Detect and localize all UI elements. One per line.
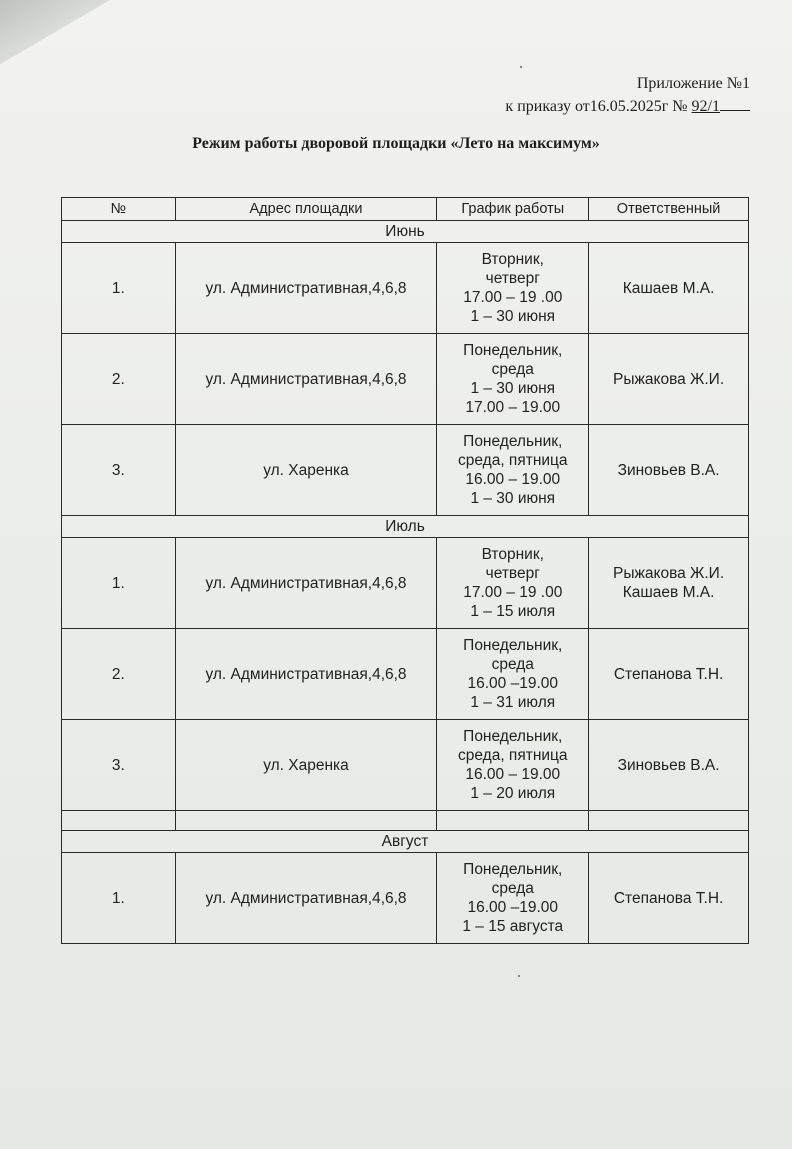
empty-cell	[175, 811, 437, 831]
schedule-line: среда, пятница	[458, 747, 568, 764]
table-row	[62, 334, 749, 425]
appendix-line: Приложение №1	[636, 75, 750, 92]
schedule-line: среда, пятница	[458, 452, 568, 469]
schedule-line: 1 – 31 июля	[470, 694, 556, 711]
responsible-name: Кашаев М.А.	[622, 584, 715, 601]
month-label: Июнь	[62, 221, 749, 243]
column-header-number: №	[62, 198, 176, 221]
row-schedule	[437, 720, 589, 811]
row-address: ул. Административная,4,6,8	[175, 334, 437, 425]
row-responsible	[589, 720, 749, 811]
row-responsible	[589, 629, 749, 720]
row-address: ул. Административная,4,6,8	[175, 538, 437, 629]
empty-row	[62, 811, 749, 831]
schedule-line: 17.00 – 19 .00	[463, 584, 563, 601]
row-schedule	[437, 629, 589, 720]
row-number: 3.	[62, 720, 176, 811]
print-speck	[520, 66, 522, 68]
schedule-line: среда	[491, 361, 534, 378]
appendix-header	[505, 72, 750, 118]
row-responsible	[589, 425, 749, 516]
schedule-line: Вторник,	[481, 251, 544, 268]
schedule-line: 16.00 –19.00	[467, 675, 559, 692]
row-number: 3.	[62, 425, 176, 516]
row-schedule	[437, 853, 589, 944]
schedule-table	[61, 197, 749, 944]
order-underline	[720, 96, 750, 111]
empty-cell	[589, 811, 749, 831]
column-header-schedule: График работы	[437, 198, 589, 221]
schedule-line: 17.00 – 19.00	[465, 399, 561, 416]
row-responsible	[589, 334, 749, 425]
row-address: ул. Административная,4,6,8	[175, 853, 437, 944]
responsible-name: Зиновьев В.А.	[617, 461, 720, 479]
schedule-line: 16.00 – 19.00	[465, 766, 561, 783]
schedule-line: Понедельник,	[463, 342, 563, 359]
table-row	[62, 538, 749, 629]
schedule-line: 1 – 30 июня	[470, 380, 556, 397]
empty-cell	[437, 811, 589, 831]
schedule-line: Понедельник,	[463, 861, 563, 878]
schedule-line: среда	[491, 656, 534, 673]
responsible-name: Рыжакова Ж.И.	[613, 565, 725, 582]
page-corner-shadow	[0, 0, 110, 70]
row-number: 2.	[62, 334, 176, 425]
schedule-line: четверг	[485, 565, 540, 582]
month-row-july	[62, 516, 749, 538]
row-responsible	[589, 538, 749, 629]
print-speck	[518, 975, 520, 977]
month-label: Август	[62, 831, 749, 853]
month-label: Июль	[62, 516, 749, 538]
schedule-line: 1 – 30 июня	[470, 308, 556, 325]
month-row-june	[62, 221, 749, 243]
table-row	[62, 853, 749, 944]
schedule-line: 16.00 –19.00	[467, 899, 559, 916]
schedule-line: 17.00 – 19 .00	[463, 289, 563, 306]
month-row-august	[62, 831, 749, 853]
row-schedule	[437, 538, 589, 629]
responsible-name: Зиновьев В.А.	[617, 756, 720, 774]
responsible-name: Степанова Т.Н.	[613, 889, 724, 907]
schedule-line: 1 – 15 августа	[462, 918, 564, 935]
schedule-line: 1 – 20 июля	[470, 785, 556, 802]
column-header-responsible: Ответственный	[589, 198, 749, 221]
responsible-name: Степанова Т.Н.	[613, 665, 724, 683]
responsible-name: Рыжакова Ж.И.	[613, 370, 725, 388]
row-responsible	[589, 853, 749, 944]
row-address: ул. Административная,4,6,8	[175, 629, 437, 720]
schedule-line: Понедельник,	[463, 728, 563, 745]
schedule-line: Понедельник,	[463, 433, 563, 450]
row-number: 2.	[62, 629, 176, 720]
page-title: Режим работы дворовой площадки «Лето на максимум»	[192, 135, 600, 152]
schedule-line: 1 – 15 июля	[470, 603, 556, 620]
responsible-name: Кашаев М.А.	[622, 279, 715, 297]
row-address: ул. Харенка	[175, 425, 437, 516]
table-row	[62, 425, 749, 516]
schedule-line: Понедельник,	[463, 637, 563, 654]
schedule-line: 16.00 – 19.00	[465, 471, 561, 488]
empty-cell	[62, 811, 176, 831]
table-row	[62, 629, 749, 720]
row-number: 1.	[62, 243, 176, 334]
row-responsible	[589, 243, 749, 334]
row-address: ул. Харенка	[175, 720, 437, 811]
table-row	[62, 720, 749, 811]
schedule-line: 1 – 30 июня	[470, 490, 556, 507]
column-header-address: Адрес площадки	[175, 198, 437, 221]
order-prefix: к приказу от16.05.2025г №	[505, 98, 692, 116]
order-number: 92/1	[691, 98, 720, 116]
schedule-line: среда	[491, 880, 534, 897]
row-number: 1.	[62, 538, 176, 629]
schedule-line: четверг	[485, 270, 540, 287]
table-header-row	[62, 198, 749, 221]
row-number: 1.	[62, 853, 176, 944]
order-reference	[505, 95, 750, 118]
row-address: ул. Административная,4,6,8	[175, 243, 437, 334]
schedule-line: Вторник,	[481, 546, 544, 563]
row-schedule	[437, 334, 589, 425]
row-schedule	[437, 425, 589, 516]
table-row	[62, 243, 749, 334]
row-schedule	[437, 243, 589, 334]
